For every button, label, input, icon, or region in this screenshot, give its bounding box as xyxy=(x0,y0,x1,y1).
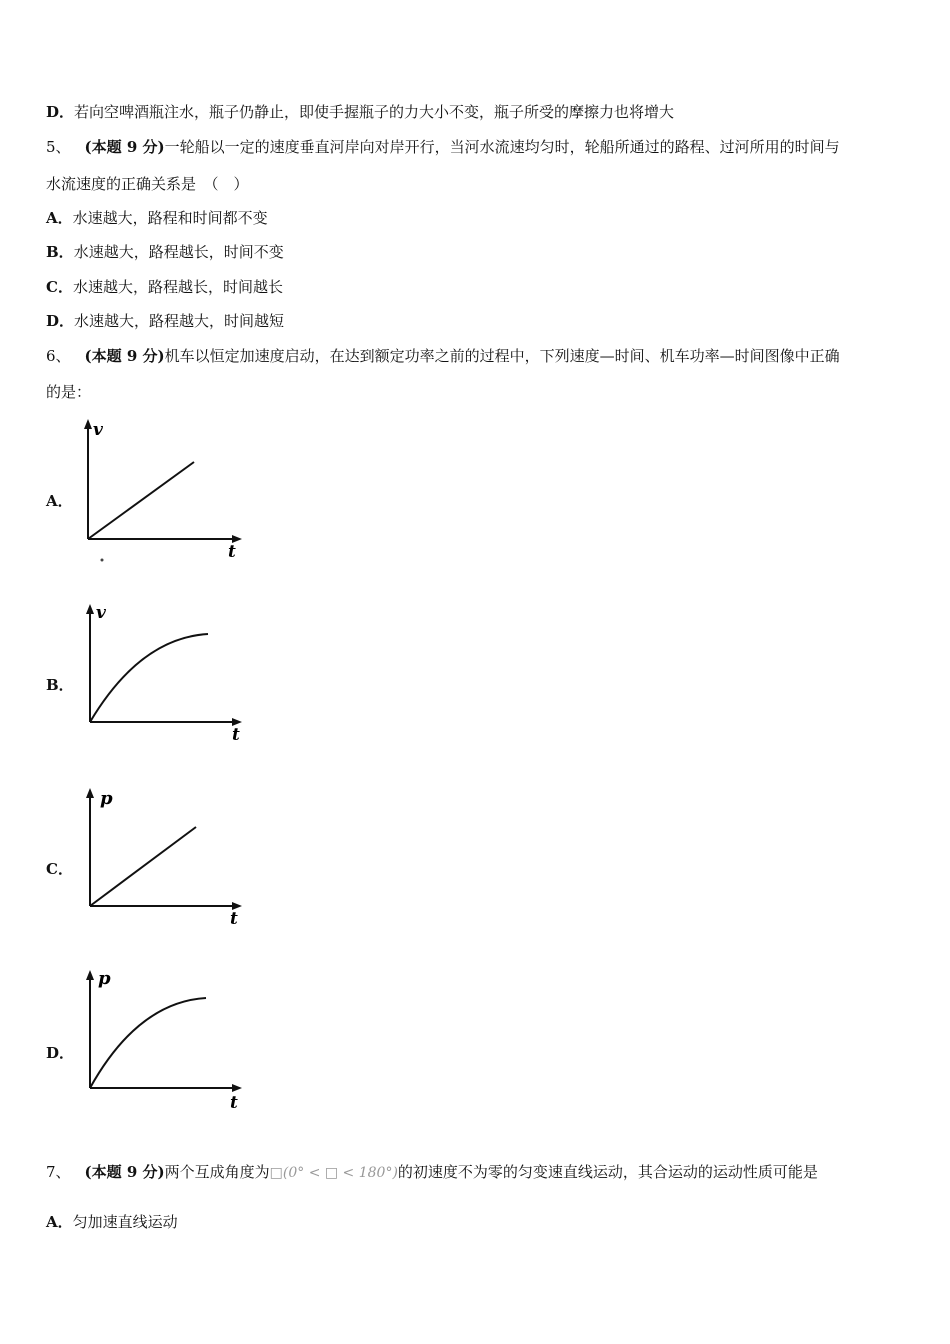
q5-option-b xyxy=(46,242,284,262)
x-axis-arrow xyxy=(232,1084,242,1092)
curve-linear xyxy=(90,827,196,906)
y-axis-arrow xyxy=(86,788,94,798)
q5-option-a xyxy=(46,208,268,228)
y-axis-label: v xyxy=(96,603,106,623)
x-axis-label: t xyxy=(230,1093,238,1113)
question-stem-cont: 的是： xyxy=(46,383,92,401)
q7-option-a xyxy=(46,1212,178,1232)
q5-stem-line2 xyxy=(46,174,249,194)
option-text: 若向空啤酒瓶注水，瓶子仍静止，即使手握瓶子的力大小不变，瓶子所受的摩擦力也将增大 xyxy=(74,103,675,121)
question-stem-cont: 水流速度的正确关系是 （ ） xyxy=(46,175,249,193)
question-score: (本题 9 分) xyxy=(84,347,165,365)
q6-stem-line1 xyxy=(46,346,840,366)
question-stem: 一轮船以一定的速度垂直河岸向对岸开行，当河水流速均匀时，轮船所通过的路程、过河所用的时间与 xyxy=(164,138,840,156)
q6-stem-line2 xyxy=(46,382,91,402)
graph-d-p-t-saturating xyxy=(70,964,260,1114)
x-axis-label: t xyxy=(228,542,236,562)
question-score: (本题 9 分) xyxy=(84,1163,165,1181)
option-text: 水速越大，路程越长，时间越长 xyxy=(72,278,283,296)
option-label: A． xyxy=(46,209,73,227)
x-axis-label: t xyxy=(230,909,238,929)
y-axis-label: p xyxy=(98,968,111,989)
question-stem: 机车以恒定加速度启动，在达到额定功率之前的过程中，下列速度—时间、机车功率—时间图像中正确 xyxy=(164,347,840,365)
question-number: 5、 xyxy=(46,138,71,156)
graph-d-label: D． xyxy=(46,1044,75,1062)
question-number: 6、 xyxy=(46,347,71,365)
option-text: 匀加速直线运动 xyxy=(72,1213,178,1231)
q5-stem-line1 xyxy=(46,137,840,157)
question-stem-cont: 的初速度不为零的匀变速直线运动，其合运动的运动性质可能是 xyxy=(397,1163,818,1181)
option-label: B． xyxy=(46,243,74,261)
y-axis-arrow xyxy=(86,970,94,980)
q7-stem xyxy=(46,1162,818,1183)
option-label: A． xyxy=(46,1213,73,1231)
question-stem: 两个互成角度为 xyxy=(164,1163,270,1181)
graph-c-p-t-linear xyxy=(70,782,260,932)
angle-range-formula: □(0° < □ < 180°) xyxy=(269,1165,398,1181)
graph-b-v-t-saturating xyxy=(70,598,260,748)
y-axis-arrow xyxy=(86,604,94,614)
question-score: (本题 9 分) xyxy=(84,138,165,156)
x-axis-label: t xyxy=(232,725,240,745)
speck xyxy=(101,559,104,562)
option-text: 水速越大，路程越大，时间越短 xyxy=(74,312,285,330)
curve-saturating xyxy=(90,634,208,722)
q5-option-c xyxy=(46,277,283,297)
q5-option-d xyxy=(46,311,284,331)
graph-b-label: B． xyxy=(46,676,74,694)
y-axis-arrow xyxy=(84,419,92,429)
graph-c-label: C． xyxy=(46,860,73,878)
option-label: D． xyxy=(46,103,75,121)
curve-saturating xyxy=(90,998,206,1088)
curve-linear xyxy=(88,462,194,539)
y-axis-label: p xyxy=(100,788,113,809)
option-text: 水速越大，路程越长，时间不变 xyxy=(73,243,284,261)
y-axis-label: v xyxy=(93,420,103,440)
prev-option-d xyxy=(46,102,674,122)
option-label: C． xyxy=(46,278,73,296)
option-text: 水速越大，路程和时间都不变 xyxy=(72,209,268,227)
option-label: D． xyxy=(46,312,75,330)
question-number: 7、 xyxy=(46,1163,71,1181)
graph-a-label: A． xyxy=(46,492,73,510)
graph-a-v-t-linear xyxy=(70,415,260,565)
